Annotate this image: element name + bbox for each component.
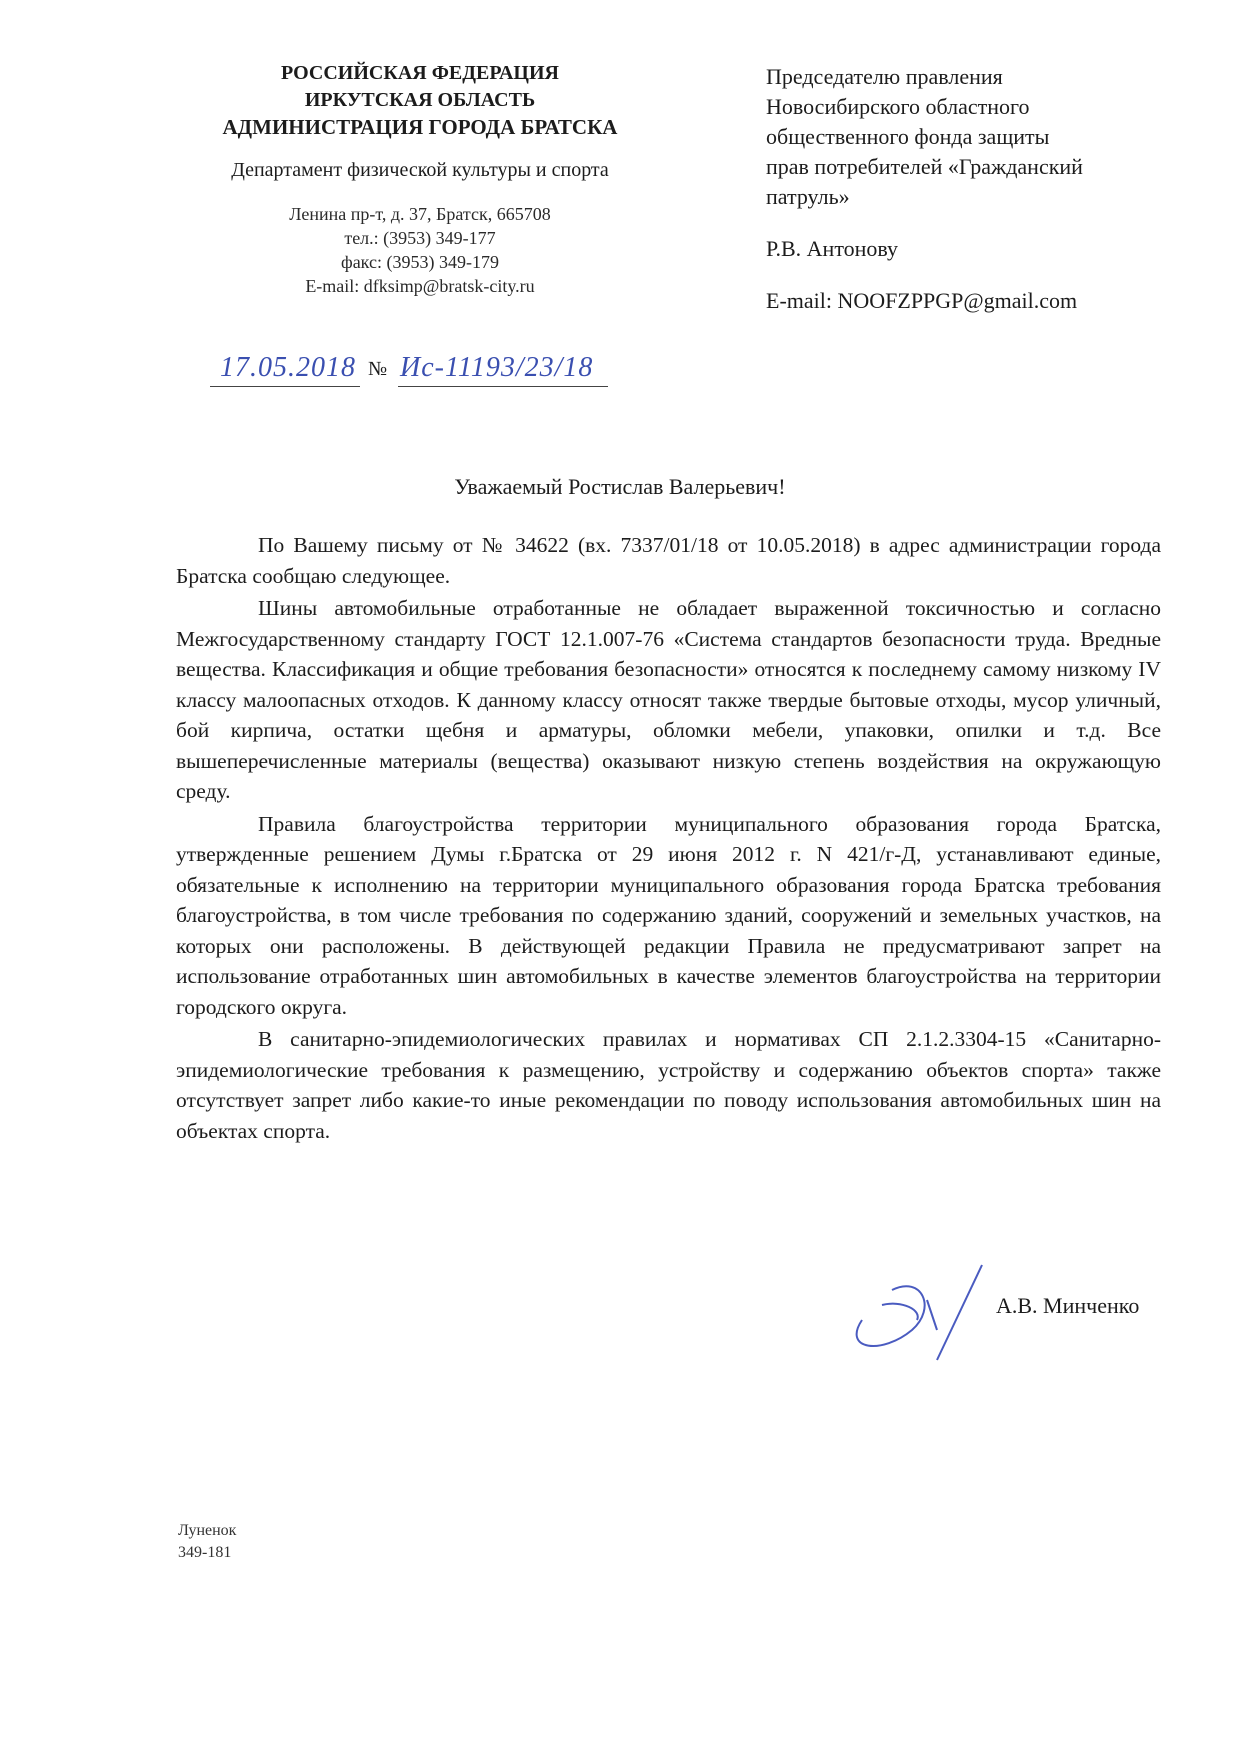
- addressee-line: общественного фонда защиты: [766, 124, 1050, 149]
- addressee-line: патруль»: [766, 184, 850, 209]
- paragraph: Правила благоустройства территории муниципального образования города Братска, утвержденные решением Думы г.Братска от 29 июня 2012 г. N 421/г-Д, устанавливают единые, обязательные к исполнению на территории муниципального образования города Братска требования благоустройства, в том числе требования по содержанию зданий, сооружений и земельных участков, на которых они расположены. В действующей редакции Правила не предусматривают запрет на использование отработанных шин автомобильных в качестве элементов благоустройства на территории городского округа.: [176, 811, 1161, 1019]
- paragraph: Шины автомобильные отработанные не обладает выраженной токсичностью и согласно Межгосударственному стандарту ГОСТ 12.1.007-76 «Система стандартов безопасности труда. Вредные вещества. Классификация и общие требования безопасности» относятся к последнему самому низкому IV классу малоопасных отходов. К данному классу относят также твердые бытовые отходы, мусор уличный, бой кирпича, остатки щебня и арматуры, обломки мебели, упаковки, опилки и т.д. Все вышеперечисленные материалы (вещества) оказывают низкую степень воздействия на окружающую среду.: [176, 596, 1161, 803]
- org-administration: АДМИНИСТРАЦИЯ ГОРОДА БРАТСКА: [222, 115, 618, 139]
- greeting: Уважаемый Ростислав Валерьевич!: [454, 474, 786, 499]
- executor-name: Луненок: [178, 1522, 237, 1539]
- registration-line: [210, 352, 680, 392]
- signer-name: А.В. Минченко: [996, 1293, 1140, 1318]
- addressee-email: E-mail: NOOFZPPGP@gmail.com: [766, 288, 1078, 313]
- reg-number: Ис-11193/23/18: [400, 352, 594, 383]
- org-country: РОССИЙСКАЯ ФЕДЕРАЦИЯ: [280, 62, 559, 84]
- reg-number-label: №: [368, 358, 388, 380]
- reg-date-underline: [210, 386, 360, 387]
- reg-date: 17.05.2018: [220, 352, 356, 383]
- paragraph: В санитарно-эпидемиологических правилах и нормативах СП 2.1.2.3304-15 «Санитарно-эпидемиологические требования к размещению, устройству и содержанию объектов спорта» также отсутствует запрет либо какие-то иные рекомендации по поводу использования автомобильных шин на объектах спорта.: [176, 1027, 1161, 1143]
- fax: факс: (3953) 349-179: [341, 252, 499, 272]
- paragraph: По Вашему письму от № 34622 (вх. 7337/01/18 от 10.05.2018) в адрес администрации города Братска сообщаю следующее.: [176, 533, 1161, 588]
- phone: тел.: (3953) 349-177: [344, 228, 496, 248]
- addressee-name: Р.В. Антонову: [766, 236, 899, 261]
- department-name: Департамент физической культуры и спорта: [231, 159, 609, 181]
- reg-number-underline: [398, 386, 608, 387]
- addressee-line: Новосибирского областного: [766, 94, 1030, 119]
- address: Ленина пр-т, д. 37, Братск, 665708: [289, 204, 551, 224]
- executor-phone: 349-181: [178, 1544, 232, 1561]
- contact-block: [160, 202, 680, 298]
- org-region: ИРКУТСКАЯ ОБЛАСТЬ: [304, 89, 536, 111]
- sender-email: E-mail: dfksimp@bratsk-city.ru: [305, 276, 535, 296]
- executor-block: [178, 1520, 236, 1564]
- letter-body: [176, 530, 1161, 1148]
- addressee-block: [766, 62, 1186, 316]
- addressee-line: прав потребителей «Гражданский: [766, 154, 1083, 179]
- addressee-line: Председателю правления: [766, 64, 1003, 89]
- sender-header: [160, 60, 680, 298]
